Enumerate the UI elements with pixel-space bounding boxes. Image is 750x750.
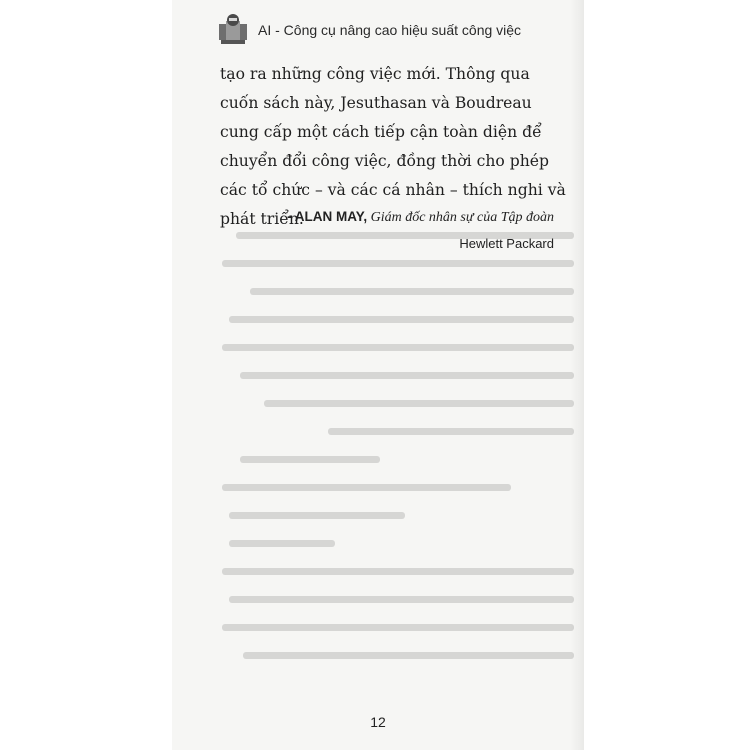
page-gutter-shadow [570, 0, 584, 750]
attribution-role: Giám đốc nhân sự của Tập đoàn [370, 210, 554, 225]
page-number: 12 [370, 714, 386, 730]
book-robot-logo-icon [216, 12, 250, 46]
attribution-company: Hewlett Packard [459, 236, 554, 251]
attribution-line-1 [194, 204, 554, 231]
attribution-name: - ALAN MAY, [287, 209, 368, 224]
header-title: AI - Công cụ nâng cao hiệu suất công việc [258, 22, 522, 38]
book-page [172, 0, 584, 750]
bleed-through-texture [222, 232, 574, 702]
body-paragraph: tạo ra những công việc mới. Thông qua cuốn sách này, Jesuthasan và Boudreau cung cấp một cách tiếp cận toàn diện để chuyển đổi công việc, đồng thời cho phép các tổ chức – và các cá nhân – thích nghi và phát triển. [220, 65, 566, 228]
running-header [216, 12, 576, 48]
